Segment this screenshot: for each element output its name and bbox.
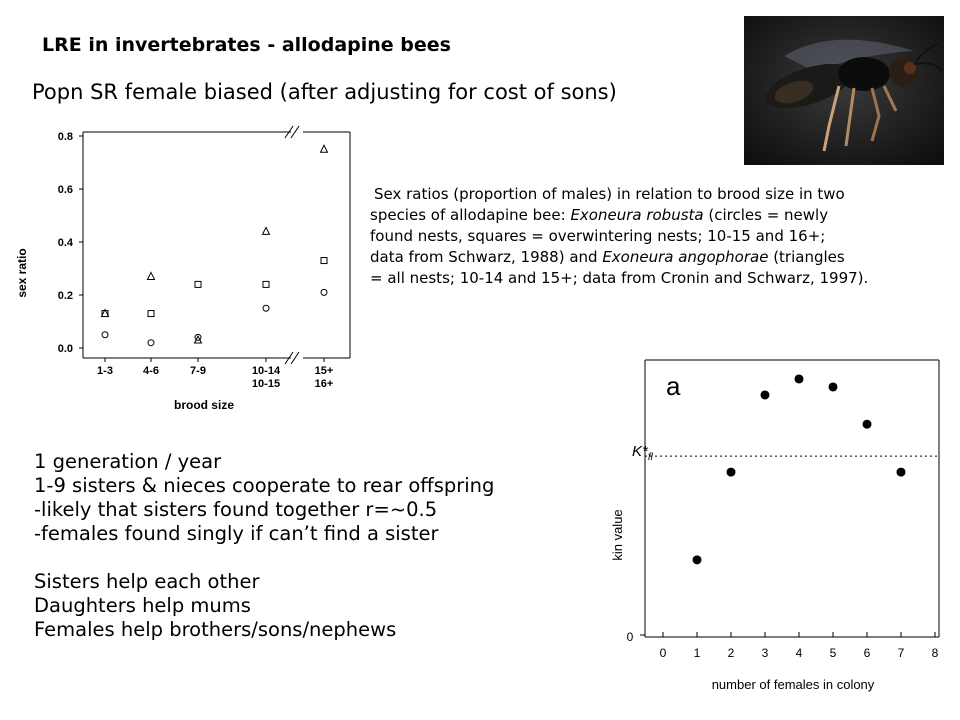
body-line: 1 generation / year — [34, 450, 222, 473]
data-point — [693, 555, 702, 564]
sex-ratio-chart — [0, 118, 360, 418]
data-point — [829, 382, 838, 391]
x-tick-label: 2 — [727, 646, 735, 660]
figure-caption — [370, 184, 960, 289]
y-axis-label: sex ratio — [15, 248, 29, 298]
y-tick-label: 0 — [626, 630, 634, 644]
x-tick-label: 4-6 — [143, 365, 159, 377]
body-line: -females found singly if can’t find a sister — [34, 522, 439, 545]
triangle-point — [148, 272, 155, 279]
x-tick-label: 8 — [931, 646, 939, 660]
x-axis-label: brood size — [173, 398, 235, 412]
x-tick-label: 10-14 — [251, 365, 281, 377]
data-point — [897, 468, 906, 477]
spacer — [34, 546, 494, 570]
body-line: Sisters help each other — [34, 570, 260, 593]
x-tick-label: 0 — [659, 646, 667, 660]
square-point — [195, 281, 201, 287]
x-tick-label: 16+ — [314, 378, 334, 390]
data-point — [863, 420, 872, 429]
y-tick-label: 0.0 — [57, 343, 73, 355]
caption-line: Sex ratios (proportion of males) in relation to brood size in two — [374, 185, 845, 203]
x-tick-label: 6 — [863, 646, 871, 660]
circle-point — [321, 289, 327, 295]
x-tick-label: 7-9 — [190, 365, 206, 377]
body-line: Daughters help mums — [34, 594, 251, 617]
caption-line: species of allodapine bee: Exoneura robusta (circles = newly — [370, 206, 829, 224]
body-line: Females help brothers/sons/nephews — [34, 618, 397, 641]
slide-subtitle: Popn SR female biased (after adjusting for cost of sons) — [32, 80, 617, 104]
caption-line: found nests, squares = overwintering nests; 10-15 and 16+; — [370, 227, 826, 245]
body-line: -likely that sisters found together r=~0.5 — [34, 498, 438, 521]
kin-value-chart — [600, 355, 960, 700]
y-tick-label: 0.4 — [57, 237, 73, 249]
square-point — [148, 311, 154, 317]
square-point — [263, 281, 269, 287]
x-tick-label: 1-3 — [97, 365, 113, 377]
x-tick-label: 1 — [693, 646, 701, 660]
x-tick-label: 4 — [795, 646, 803, 660]
body-text — [34, 450, 494, 642]
slide-title: LRE in invertebrates - allodapine bees — [42, 34, 451, 56]
data-point — [727, 468, 736, 477]
circle-point — [148, 340, 154, 346]
triangle-point — [321, 145, 328, 152]
x-tick-label: 5 — [829, 646, 837, 660]
y-axis-label: kin value — [610, 509, 625, 561]
x-tick-label: 7 — [897, 646, 905, 660]
circle-point — [102, 332, 108, 338]
x-tick-label: 15+ — [314, 365, 334, 377]
y-tick-label: 0.2 — [57, 290, 73, 302]
x-axis-label: number of females in colony — [711, 677, 875, 692]
bee-photo — [744, 16, 944, 165]
circle-point — [263, 305, 269, 311]
body-line: 1-9 sisters & nieces cooperate to rear offspring — [34, 474, 495, 497]
caption-line: = all nests; 10-14 and 15+; data from Cronin and Schwarz, 1997). — [370, 269, 869, 287]
x-tick-label: 3 — [761, 646, 769, 660]
x-tick-label: 10-15 — [251, 378, 281, 390]
reference-line-label: $K*_{fl}$ — [632, 443, 653, 463]
data-point — [761, 390, 770, 399]
triangle-point — [263, 227, 270, 234]
y-tick-label: 0.8 — [57, 131, 73, 143]
y-tick-label: 0.6 — [57, 184, 73, 196]
square-point — [321, 258, 327, 264]
caption-line: data from Schwarz, 1988) and Exoneura angophorae (triangles — [370, 248, 845, 266]
data-point — [795, 374, 804, 383]
panel-label: a — [666, 371, 681, 401]
